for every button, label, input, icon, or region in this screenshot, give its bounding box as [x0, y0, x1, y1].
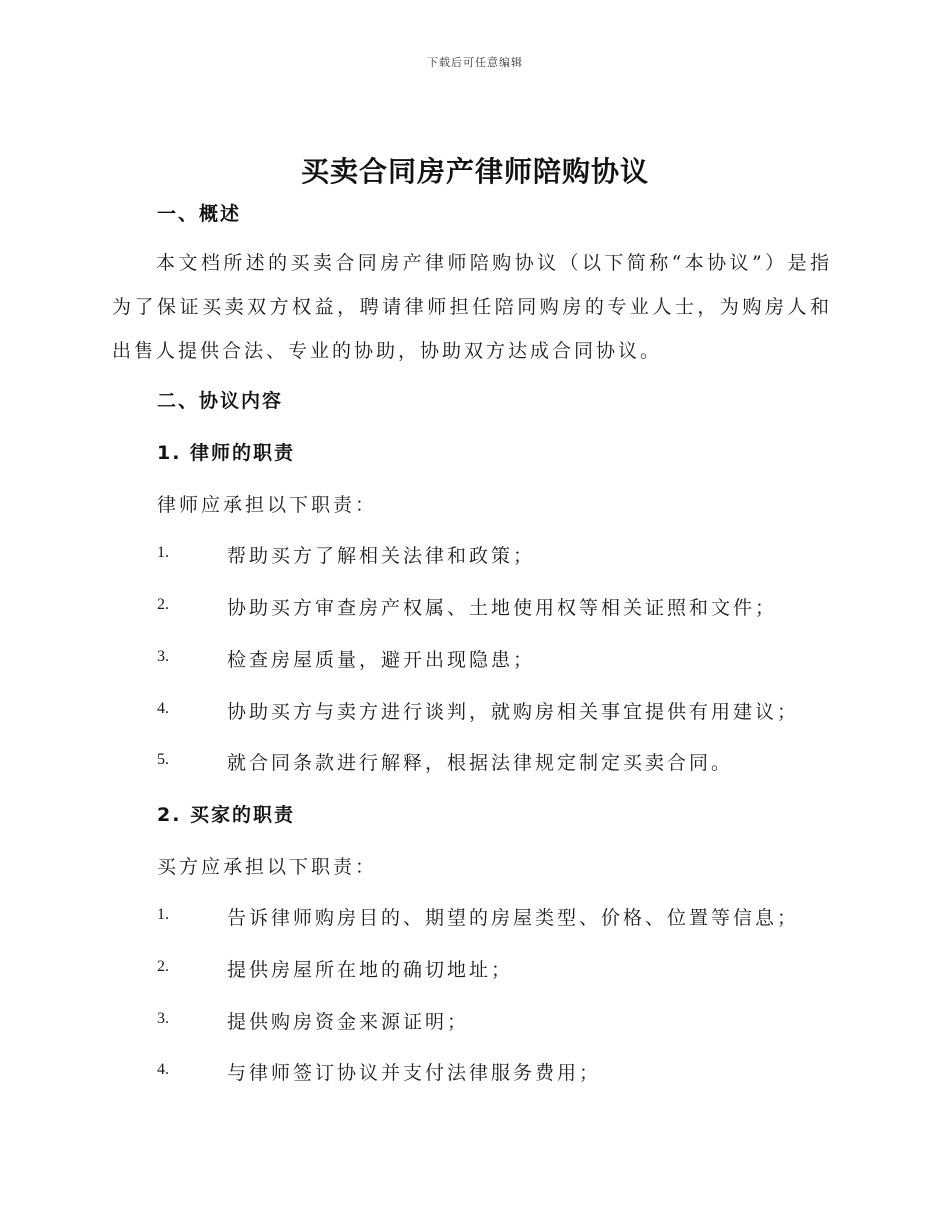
overview-paragraph: 本文档所述的买卖合同房产律师陪购协议（以下简称“本协议”）是指为了保证买卖双方权益，聘请律师担任陪同购房的专业人士，为购房人和出售人提供合法、专业的协助，协助双方达成合同协议。 — [112, 252, 832, 362]
document-title: 买卖合同房产律师陪购协议 — [300, 155, 649, 188]
list-item-number: 4. — [157, 1061, 169, 1078]
list-item-number: 4. — [157, 700, 169, 717]
list-item-number: 5. — [157, 751, 169, 768]
section-heading-agreement-content: 二、协议内容 — [157, 390, 284, 412]
list-item-text: 提供购房资金来源证明； — [227, 1011, 470, 1033]
list-item-number: 1. — [157, 544, 169, 561]
section-heading-overview: 一、概述 — [157, 203, 242, 225]
list-item-number: 3. — [157, 648, 169, 665]
list-item-number: 1. — [157, 906, 169, 923]
list-item-text: 协助买方与卖方进行谈判，就购房相关事宜提供有用建议； — [227, 701, 800, 723]
list-item-text: 帮助买方了解相关法律和政策； — [227, 545, 536, 567]
list-item-text: 就合同条款进行解释，根据法律规定制定买卖合同。 — [227, 752, 734, 774]
list-item-text: 告诉律师购房目的、期望的房屋类型、价格、位置等信息； — [227, 907, 800, 929]
list-item-text: 协助买方审查房产权属、土地使用权等相关证照和文件； — [227, 597, 778, 619]
list-item-text: 提供房屋所在地的确切地址； — [227, 959, 514, 981]
list-item-text: 与律师签订协议并支付法律服务费用； — [227, 1062, 602, 1084]
subheading-lawyer-duties: 1. 律师的职责 — [157, 442, 296, 464]
list-item-number: 2. — [157, 596, 169, 613]
buyer-duties-intro: 买方应承担以下职责： — [157, 856, 378, 878]
subheading-buyer-duties: 2. 买家的职责 — [157, 804, 296, 826]
lawyer-duties-intro: 律师应承担以下职责： — [157, 494, 378, 516]
list-item-number: 2. — [157, 958, 169, 975]
list-item-number: 3. — [157, 1010, 169, 1027]
header-note: 下载后可任意编辑 — [427, 56, 523, 69]
list-item-text: 检查房屋质量，避开出现隐患； — [227, 649, 536, 671]
